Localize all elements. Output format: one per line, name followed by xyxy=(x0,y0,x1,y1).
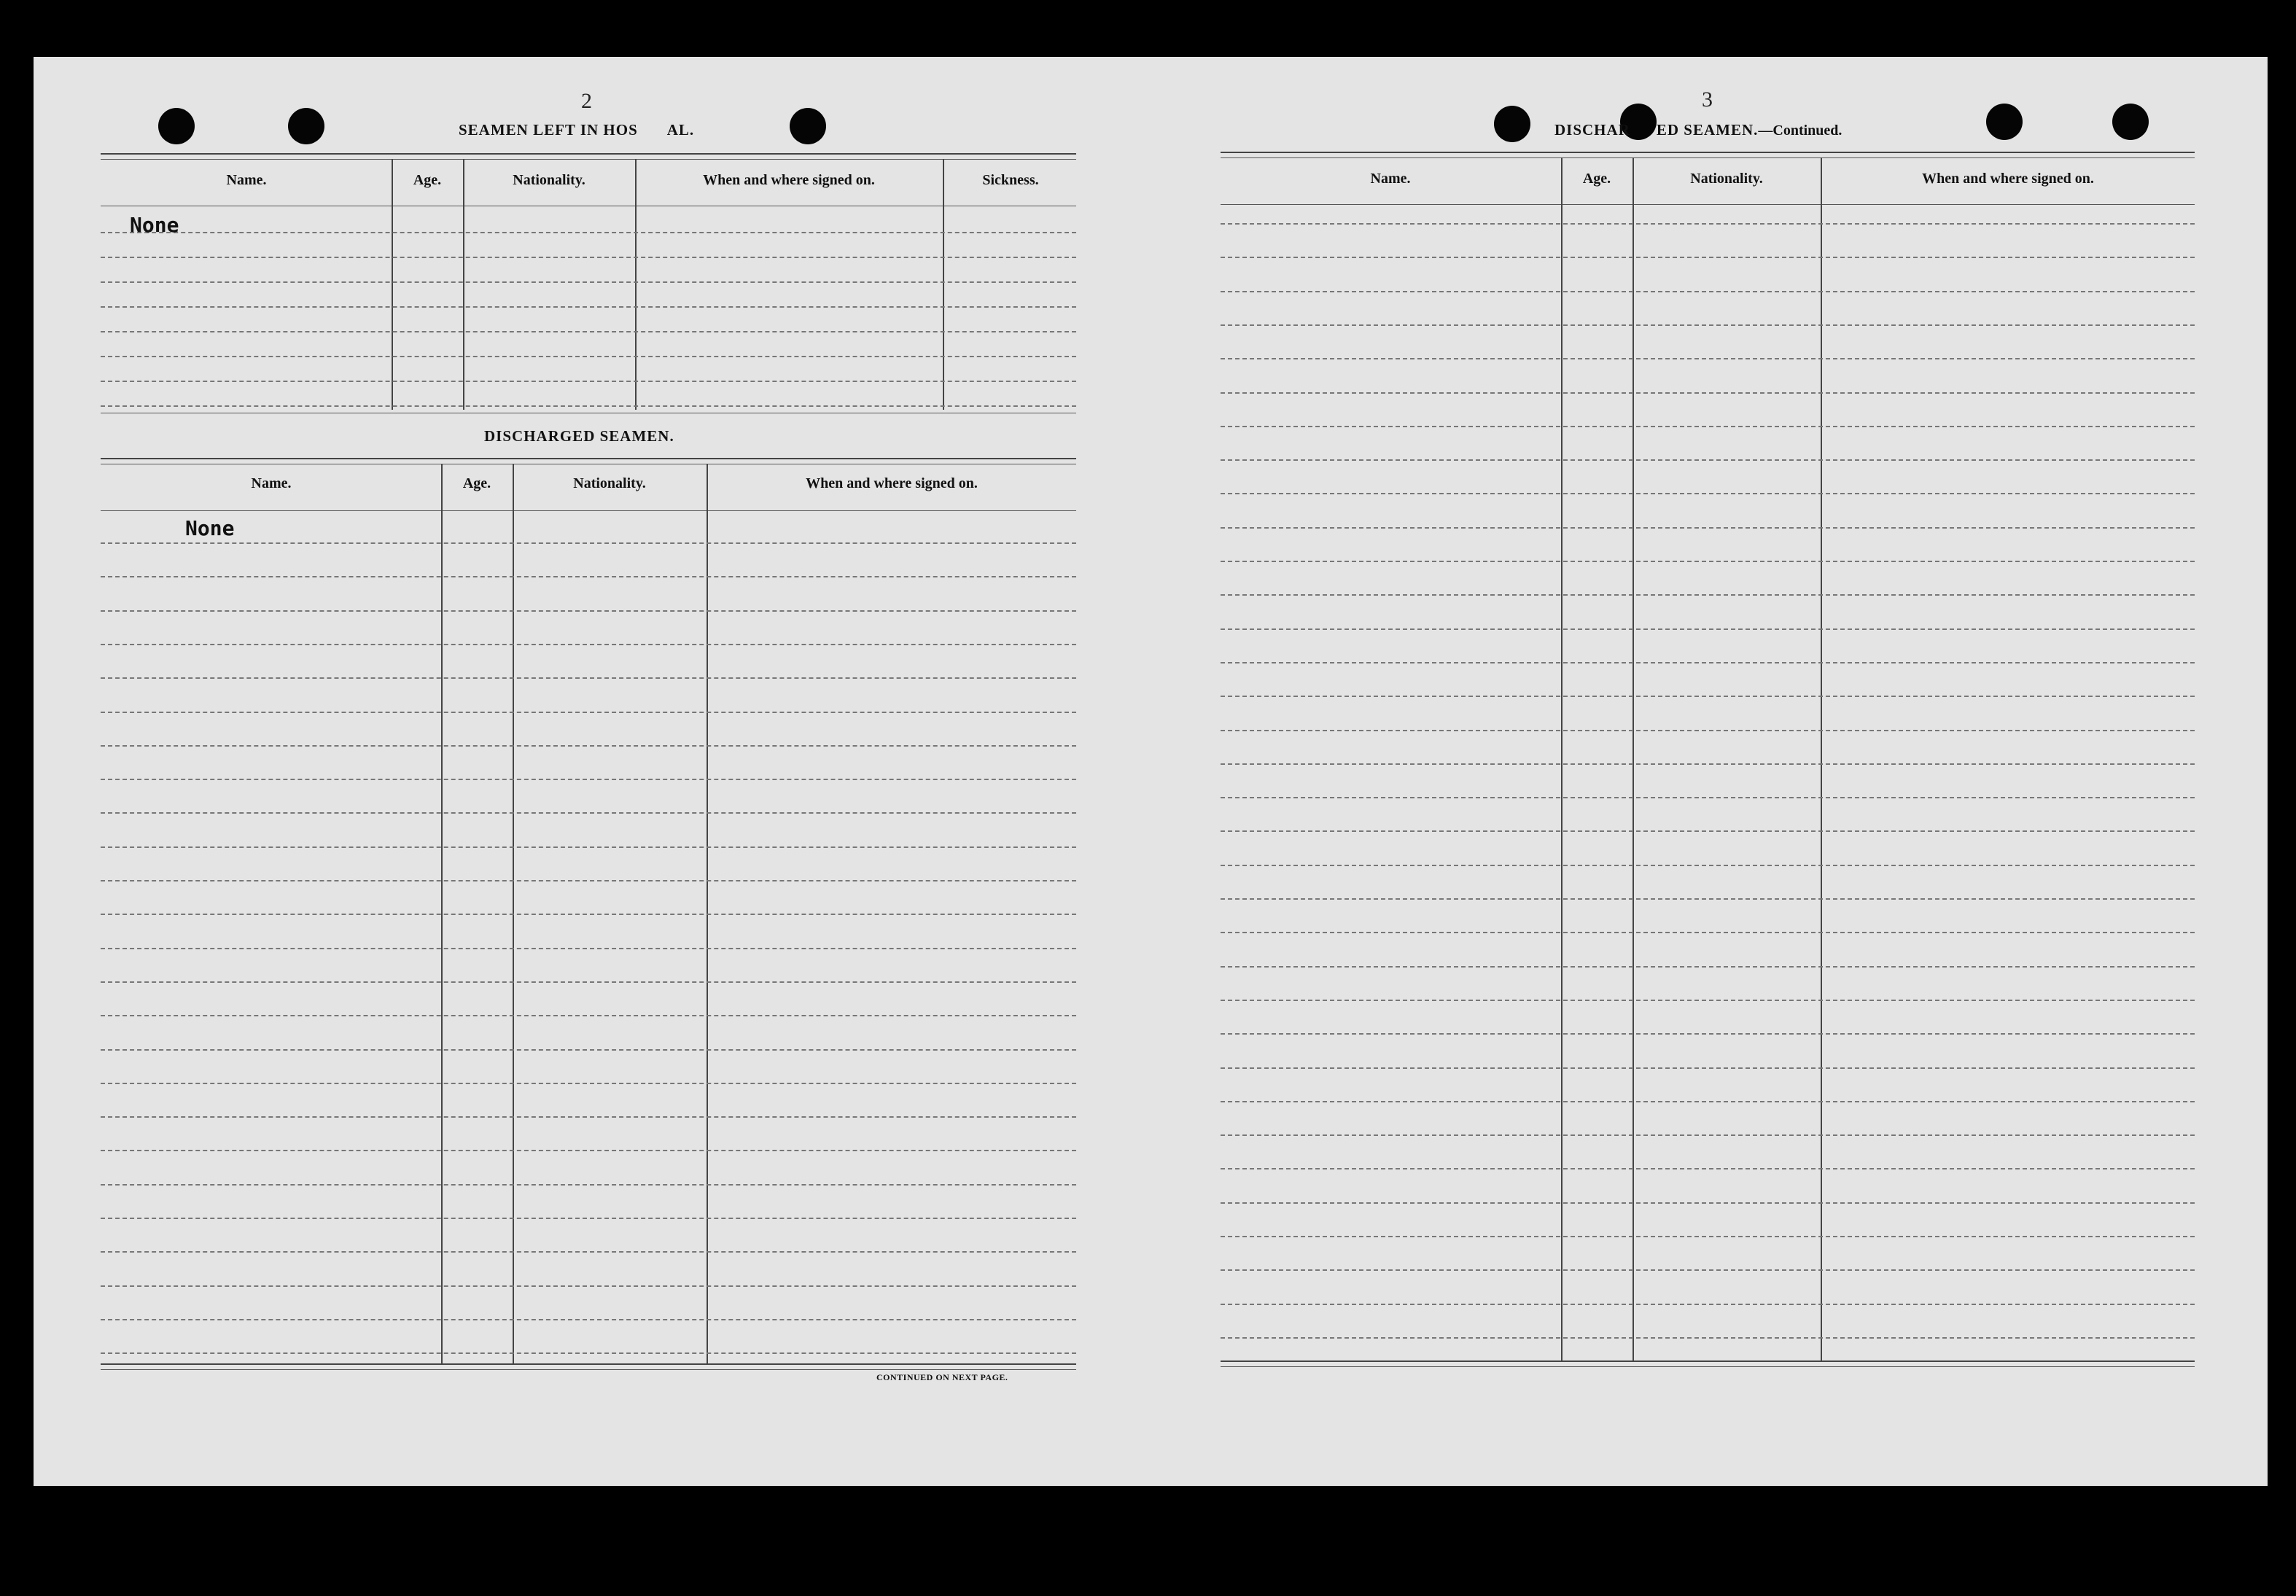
row-line xyxy=(101,281,1076,283)
table-top-rule xyxy=(1221,157,2195,158)
row-line xyxy=(101,257,1076,258)
column-header-nationality: Nationality. xyxy=(513,172,585,188)
row-line xyxy=(1221,223,2195,225)
hospital-title-text: SEAMEN LEFT IN HOS xyxy=(459,121,638,139)
row-line xyxy=(1221,594,2195,596)
table-top-rule xyxy=(101,159,1076,160)
row-line xyxy=(1221,257,2195,258)
row-line xyxy=(1221,561,2195,562)
column-divider xyxy=(943,159,944,410)
column-header-name: Name. xyxy=(1370,171,1411,187)
punch-hole xyxy=(2112,104,2149,140)
column-divider xyxy=(1633,157,1634,1361)
row-line xyxy=(1221,291,2195,292)
row-line xyxy=(1221,358,2195,359)
hospital-entry: None xyxy=(130,213,179,237)
row-line xyxy=(1221,865,2195,866)
punch-hole xyxy=(288,108,324,144)
row-line xyxy=(101,644,1076,645)
row-line xyxy=(101,846,1076,848)
table-bottom-rule xyxy=(101,1363,1076,1365)
row-line xyxy=(101,1150,1076,1151)
table-bottom-rule xyxy=(1221,1361,2195,1362)
column-header-age: Age. xyxy=(413,172,442,188)
row-line xyxy=(1221,830,2195,832)
punch-hole xyxy=(158,108,195,144)
punch-hole xyxy=(1494,106,1530,142)
row-line xyxy=(1221,763,2195,765)
punch-hole xyxy=(1986,104,2023,140)
row-line xyxy=(101,712,1076,713)
table-top-rule xyxy=(1221,152,2195,153)
punch-hole xyxy=(790,108,826,144)
column-header-nationality: Nationality. xyxy=(573,475,646,491)
discharged-entry: None xyxy=(185,516,235,540)
hospital-title-tail: AL. xyxy=(666,121,695,139)
row-line xyxy=(1221,1033,2195,1035)
column-header-signed-on: When and where signed on. xyxy=(806,475,978,491)
row-line xyxy=(1221,1101,2195,1102)
row-line xyxy=(101,779,1076,780)
row-line xyxy=(101,1049,1076,1051)
column-header-name: Name. xyxy=(226,172,267,188)
continued-title-tail: ED SEAMEN. xyxy=(1656,121,1759,139)
column-header-sickness: Sickness. xyxy=(982,172,1039,188)
row-line xyxy=(101,1285,1076,1287)
row-line xyxy=(1221,527,2195,529)
row-line xyxy=(1221,493,2195,494)
column-divider xyxy=(635,159,637,410)
row-line xyxy=(1221,1269,2195,1271)
row-line xyxy=(1221,898,2195,900)
row-line xyxy=(1221,662,2195,663)
row-line xyxy=(101,948,1076,949)
row-line xyxy=(1221,1337,2195,1339)
row-line xyxy=(101,576,1076,577)
row-line xyxy=(101,677,1076,679)
table-bottom-rule xyxy=(101,1369,1076,1370)
discharged-continued-title xyxy=(1554,121,1842,139)
column-divider xyxy=(463,159,464,410)
row-line xyxy=(101,981,1076,983)
continued-label: —Continued. xyxy=(1758,122,1842,139)
row-line xyxy=(1221,1067,2195,1069)
row-line xyxy=(101,880,1076,881)
column-header-signed-on: When and where signed on. xyxy=(1922,171,2094,187)
row-line xyxy=(1221,1236,2195,1237)
column-header-age: Age. xyxy=(462,475,491,491)
row-line xyxy=(101,1015,1076,1016)
column-header-name: Name. xyxy=(251,475,292,491)
page-number: 2 xyxy=(581,89,592,113)
row-line xyxy=(101,1218,1076,1219)
column-divider xyxy=(1821,157,1822,1361)
row-line xyxy=(101,812,1076,814)
row-line xyxy=(101,1184,1076,1186)
row-line xyxy=(1221,932,2195,933)
manifest-sheet xyxy=(34,57,2268,1486)
row-line xyxy=(1221,1202,2195,1204)
column-divider xyxy=(1561,157,1563,1361)
row-line xyxy=(1221,696,2195,697)
page-number: 3 xyxy=(1702,87,1713,112)
table-top-rule xyxy=(101,458,1076,459)
row-line xyxy=(101,232,1076,233)
row-line xyxy=(101,610,1076,612)
row-line xyxy=(1221,1304,2195,1305)
header-underline xyxy=(101,510,1076,511)
row-line xyxy=(101,381,1076,382)
hospital-section-title xyxy=(459,121,694,139)
row-line xyxy=(101,745,1076,747)
row-line xyxy=(1221,730,2195,731)
discharged-section-title: DISCHARGED SEAMEN. xyxy=(484,427,674,445)
row-line xyxy=(1221,1000,2195,1001)
row-line xyxy=(101,356,1076,357)
row-line xyxy=(101,1083,1076,1084)
row-line xyxy=(101,1116,1076,1118)
column-header-nationality: Nationality. xyxy=(1690,171,1763,187)
row-line xyxy=(101,306,1076,308)
header-underline xyxy=(1221,204,2195,205)
column-header-age: Age. xyxy=(1582,171,1611,187)
row-line xyxy=(1221,797,2195,798)
row-line xyxy=(101,1319,1076,1320)
row-line xyxy=(101,405,1076,407)
row-line xyxy=(1221,1134,2195,1136)
table-top-rule xyxy=(101,153,1076,155)
row-line xyxy=(1221,426,2195,427)
row-line xyxy=(101,914,1076,915)
continued-title-text: DISCHAR xyxy=(1554,121,1630,139)
column-divider xyxy=(392,159,393,410)
row-line xyxy=(1221,628,2195,630)
row-line xyxy=(1221,459,2195,461)
table-bottom-rule xyxy=(1221,1366,2195,1367)
row-line xyxy=(1221,966,2195,968)
continued-footer: CONTINUED ON NEXT PAGE. xyxy=(876,1372,1008,1382)
row-line xyxy=(101,1251,1076,1253)
row-line xyxy=(101,542,1076,544)
row-line xyxy=(1221,1168,2195,1169)
row-line xyxy=(1221,324,2195,326)
row-line xyxy=(101,331,1076,332)
column-header-signed-on: When and where signed on. xyxy=(703,172,875,188)
row-line xyxy=(1221,392,2195,394)
row-line xyxy=(101,1352,1076,1354)
